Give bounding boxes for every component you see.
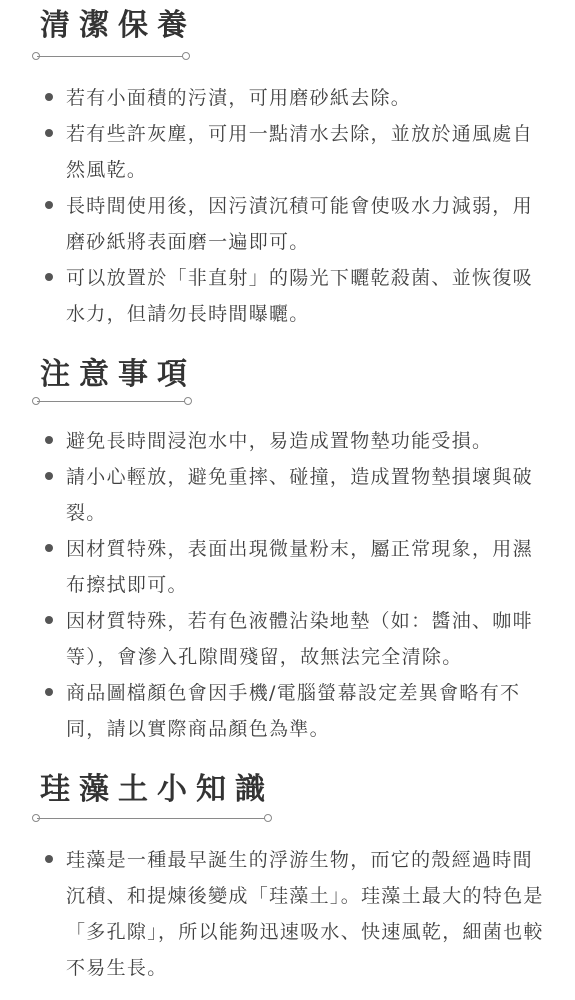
list-item: 珪藻是一種最早誕生的浮游生物，而它的殼經過時間沉積、和提煉後變成「珪藻土」。珪藻土最大的特色是「多孔隙」，所以能夠迅速吸水、快速風乾，細菌也較不易生長。 xyxy=(0,842,575,986)
list-item: 因材質特殊，若有色液體沾染地墊（如：醬油、咖啡等），會滲入孔隙間殘留，故無法完全清除。 xyxy=(0,603,575,675)
circle-ornament-icon xyxy=(184,397,192,405)
list-item: 可以放置於「非直射」的陽光下曬乾殺菌、並恢復吸水力，但請勿長時間曝曬。 xyxy=(0,260,575,332)
list-item: 請小心輕放，避免重摔、碰撞，造成置物墊損壞與破裂。 xyxy=(0,459,575,531)
section-title: 清潔保養 xyxy=(40,8,196,43)
bullet-list xyxy=(0,842,575,986)
bullet-list xyxy=(0,80,575,332)
bullet-icon xyxy=(45,544,53,552)
list-item: 若有小面積的污漬，可用磨砂紙去除。 xyxy=(0,80,575,116)
circle-ornament-icon xyxy=(264,814,272,822)
list-item: 商品圖檔顏色會因手機/電腦螢幕設定差異會略有不同，請以實際商品顏色為準。 xyxy=(0,675,575,747)
bullet-icon xyxy=(45,688,53,696)
section-title: 珪藻土小知識 xyxy=(40,772,274,807)
title-underline xyxy=(32,52,190,62)
bullet-icon xyxy=(45,93,53,101)
section-title: 注意事項 xyxy=(40,357,196,392)
title-underline xyxy=(32,397,192,407)
bullet-icon xyxy=(45,436,53,444)
list-item: 避免長時間浸泡水中，易造成置物墊功能受損。 xyxy=(0,423,575,459)
bullet-icon xyxy=(45,201,53,209)
list-item: 長時間使用後，因污漬沉積可能會使吸水力減弱，用磨砂紙將表面磨一遍即可。 xyxy=(0,188,575,260)
list-item: 若有些許灰塵，可用一點清水去除，並放於通風處自然風乾。 xyxy=(0,116,575,188)
bullet-icon xyxy=(45,129,53,137)
bullet-icon xyxy=(45,616,53,624)
circle-ornament-icon xyxy=(182,52,190,60)
bullet-icon xyxy=(45,472,53,480)
bullet-icon xyxy=(45,855,53,863)
title-underline xyxy=(32,814,272,824)
list-item: 因材質特殊，表面出現微量粉末，屬正常現象，用濕布擦拭即可。 xyxy=(0,531,575,603)
bullet-list xyxy=(0,423,575,747)
bullet-icon xyxy=(45,273,53,281)
